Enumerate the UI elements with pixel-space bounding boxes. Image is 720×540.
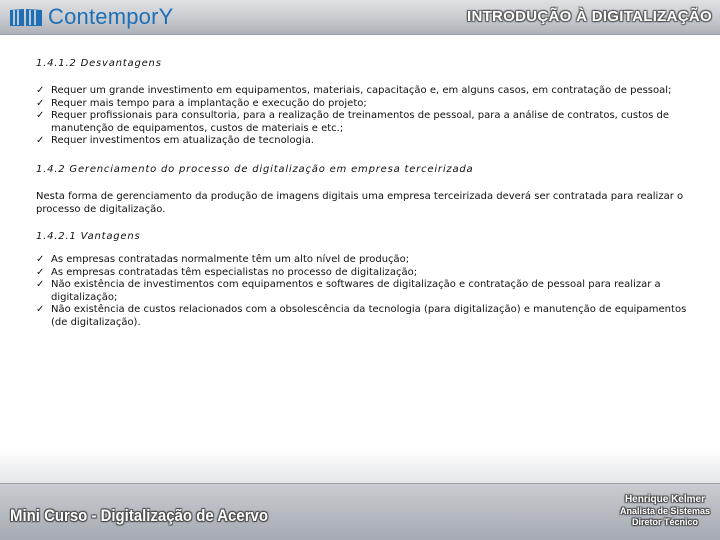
book-logo-icon (8, 6, 44, 28)
checkmark-icon: ✓ (36, 279, 45, 290)
section-disadvantages (36, 58, 696, 71)
list-item: ✓ Requer investimentos em atualização de tecnologia. (36, 135, 315, 146)
author-role: Analista de Sistemas (619, 506, 710, 516)
checkmark-icon: ✓ (36, 85, 45, 96)
brand-name: ContemporY (48, 4, 174, 29)
list-item: ✓ Não existência de investimentos com equipamentos e softwares de digitalização e contratação de pessoal para realizar a digitalização; (36, 279, 661, 303)
section-outsourced (36, 164, 696, 177)
brand-logo (8, 4, 174, 30)
course-title: Mini Curso - Digitalização de Acervo (10, 506, 268, 525)
checkmark-icon: ✓ (36, 135, 45, 146)
checkmark-icon: ✓ (36, 110, 45, 121)
list-item: ✓ As empresas contratadas normalmente têm um alto nível de produção; (36, 254, 410, 265)
checkmark-icon: ✓ (36, 254, 45, 265)
list-item: ✓ Não existência de custos relacionados com a obsolescência da tecnologia (para digitalização) e manutenção de equipamentos (de digitalização). (36, 304, 687, 328)
list-item: ✓ As empresas contratadas têm especialistas no processo de digitalização; (36, 266, 418, 278)
checkmark-icon: ✓ (36, 304, 45, 315)
section-heading: 1.4.2 Gerenciamento do processo de digitalização em empresa terceirizada (36, 164, 474, 175)
checkmark-icon: ✓ (36, 97, 45, 109)
body-paragraph: Nesta forma de gerenciamento da produção de imagens digitais uma empresa terceirizada deverá ser contratada para realizar o processo de digitalização. (36, 191, 684, 215)
outsourced-paragraph-wrap (36, 191, 696, 216)
disadvantages-list (36, 85, 696, 148)
header-bar (0, 0, 720, 35)
section-heading: 1.4.1.2 Desvantagens (36, 58, 162, 69)
disadvantages-list-wrap (36, 85, 696, 148)
author-signature (620, 494, 710, 528)
advantages-list-wrap (36, 254, 696, 329)
list-item: ✓ Requer profissionais para consultoria, para a realização de treinamentos de pessoal, para a análise de contratos, custos de manutenção de equipamentos, custos de materiais e etc.; (36, 110, 669, 134)
list-item: ✓ Requer um grande investimento em equipamentos, materiais, capacitação e, em alguns casos, em contratação de pessoal; (36, 85, 672, 96)
section-heading: 1.4.2.1 Vantagens (36, 231, 141, 242)
footer-fade (0, 450, 720, 484)
footer-bar (0, 483, 720, 540)
author-name: Henrique Kelmer (624, 494, 705, 505)
checkmark-icon: ✓ (36, 266, 45, 278)
advantages-list (36, 254, 696, 329)
section-advantages (36, 231, 696, 244)
slide-title: INTRODUÇÃO À DIGITALIZAÇÃO (466, 8, 712, 25)
list-item: ✓ Requer mais tempo para a implantação e execução do projeto; (36, 97, 367, 109)
author-role: Diretor Técnico (631, 517, 698, 527)
